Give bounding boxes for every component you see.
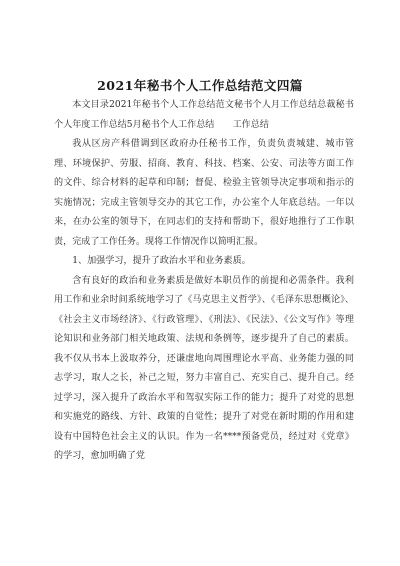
document-title: 2021年秘书个人工作总结范文四篇 bbox=[97, 78, 303, 93]
paragraph-intro: 我从区房产科借调到区政府办任秘书工作，负责负责城建、城市管理、环境保护、劳服、招商、教育、科技、档案、公安、司法等方面工作的文件、综合材料的起草和印制；督促、检验主管领导决定事项和指示的实施情况；完成主管领导交办的其它工作，办公室个人年底总结。一年以来，在办公室的领导下，在同志们的支持和帮助下，很好地推行了工作职责，完成了工作任务。现将工作情况作以简明汇报。 bbox=[54, 139, 354, 247]
section-heading-1: 1、加强学习，提升了政治水平和业务素质。 bbox=[72, 256, 251, 266]
document-body bbox=[54, 96, 354, 467]
paragraph-study: 含有良好的政治和业务素质是做好本职员作的前提和必需条件。我利用工作和业余时间系统地学习了《马克思主义哲学》、《毛泽东思想概论》、《社会主义市场经济》、《行政管理》、《刑法》、《民法》、《公文写作》等理论知识和业务部门相关地政策、法规和条例等，逐步提升了自己的素质。我不仅从书本上汲取养分，还谦虚地向周围理论水平高、业务能力强的同志学习，取人之长，补己之短，努力丰富自己、充实自己、提升自己。经过学习，深入提升了政治水平和驾驭实际工作的能力；提升了对党的思想和实施党的路线、方针、政策的自觉性；提升了对党在新时期的作用和建设有中国特色社会主义的认识。作为一名****预备党员，经过对《党章》的学习，愈加明确了党 bbox=[54, 275, 354, 461]
paragraph-table-of-contents: 本文目录2021年秘书个人工作总结范文秘书个人月工作总结总裁秘书个人年度工作总结5月秘书个人工作总结 工作总结 bbox=[54, 100, 354, 130]
